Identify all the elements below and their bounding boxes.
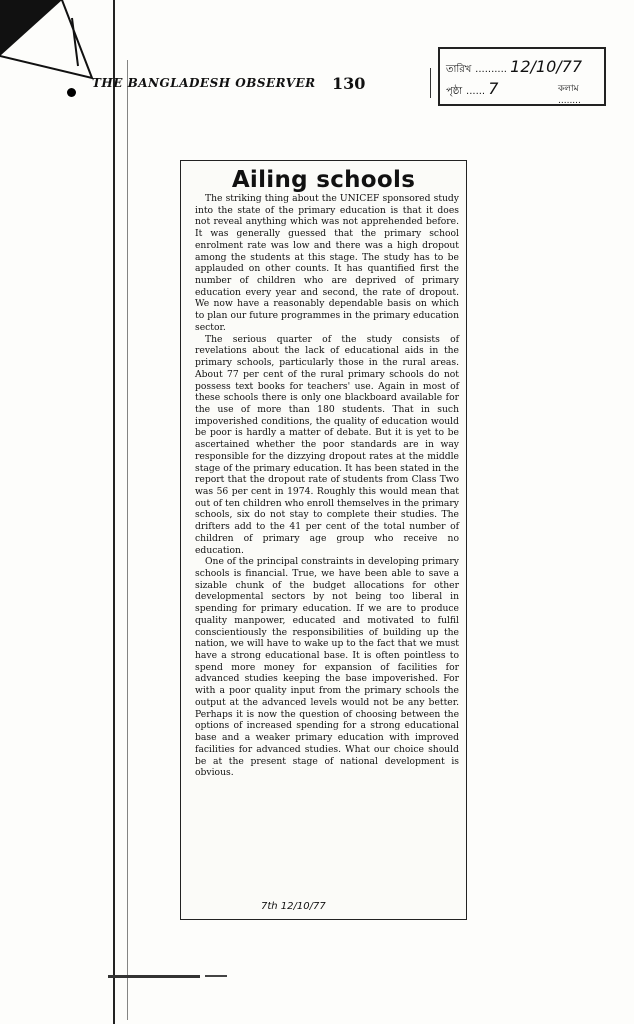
date-value: 12/10/77 — [510, 57, 582, 76]
archive-stamp: তারিখ .......... 12/10/77 পৃষ্ঠা ...... 7 কলাম ........ — [438, 47, 606, 106]
page-label: পৃষ্ঠা — [446, 86, 463, 97]
margin-tick — [430, 68, 431, 98]
folded-corner — [0, 0, 120, 110]
article-paragraph: The serious quarter of the study consists of revelations about the lack of educational aids in the primary schools, particularly those in the rural areas. About 77 per cent of the rural primary schools do not possess text books for teachers' use. Again in most of these schools there is only one blackboard available for the use of more than 180 students. That in such impoverished conditions, the quality of education would be poor is hardly a matter of debate. But it is yet to be ascertained whether the poor standards are in way responsible for the dizzying dropout rates at the middle stage of the primary education. It has been stated in the report that the dropout rate of students from Class Two was 56 per cent in 1974. Roughly this would mean that out of ten children who enroll themselves in the primary schools, six do not stay to complete their studies. The drifters add to the 41 per cent of the total number of children of primary age group who receive no education. — [195, 333, 459, 556]
punch-hole — [67, 88, 76, 97]
article-paragraph: One of the principal constraints in developing primary schools is financial. True, we have been able to save a sizable chunk of the budget allocations for other developmental sectors by not being too liberal in spending for primary education. If we are to produce quality manpower, educated and motivated to fulfil conscientiously the responsibilities of building up the nation, we will have to wake up to the fact that we must have a strong educational base. It is often pointless to spend more money for expansion of facilities for advanced studies keeping the base impoverished. For with a poor quality input from the primary schools the output at the advanced levels would not be any better. Perhaps it is now the question of choosing between the options of increased spending for a strong educational base and a weaker primary education with improved facilities for advanced studies. What our choice should be at the present stage of national development is obvious. — [195, 556, 459, 779]
margin-rule-inner — [127, 60, 128, 1020]
page-value: 7 — [488, 79, 499, 98]
ink-scratch — [205, 975, 227, 977]
article-headline: Ailing schools — [231, 167, 416, 193]
article-paragraph: The striking thing about the UNICEF sponsored study into the state of the primary education is that it does not reveal anything which was not apprehended before. It was generally guessed that the primary school enrolment rate was low and there was a high dropout among the students at this stage. The study has to be applauded on other counts. It has quantified first the number of children who are deprived of primary education every year and second, the rate of dropout. We now have a reasonably dependable basis on which to plan our future programmes in the primary education sector. — [195, 193, 459, 333]
date-label: তারিখ — [446, 64, 472, 75]
page-number: 130 — [332, 74, 366, 93]
newspaper-masthead: THE BANGLADESH OBSERVER — [92, 76, 316, 90]
ink-scratch — [108, 975, 200, 978]
column-label: কলাম — [558, 84, 579, 94]
handwritten-note: 7th 12/10/77 — [261, 901, 326, 912]
margin-rule — [113, 0, 115, 1024]
article-body — [195, 193, 459, 779]
newspaper-clipping — [180, 160, 467, 920]
